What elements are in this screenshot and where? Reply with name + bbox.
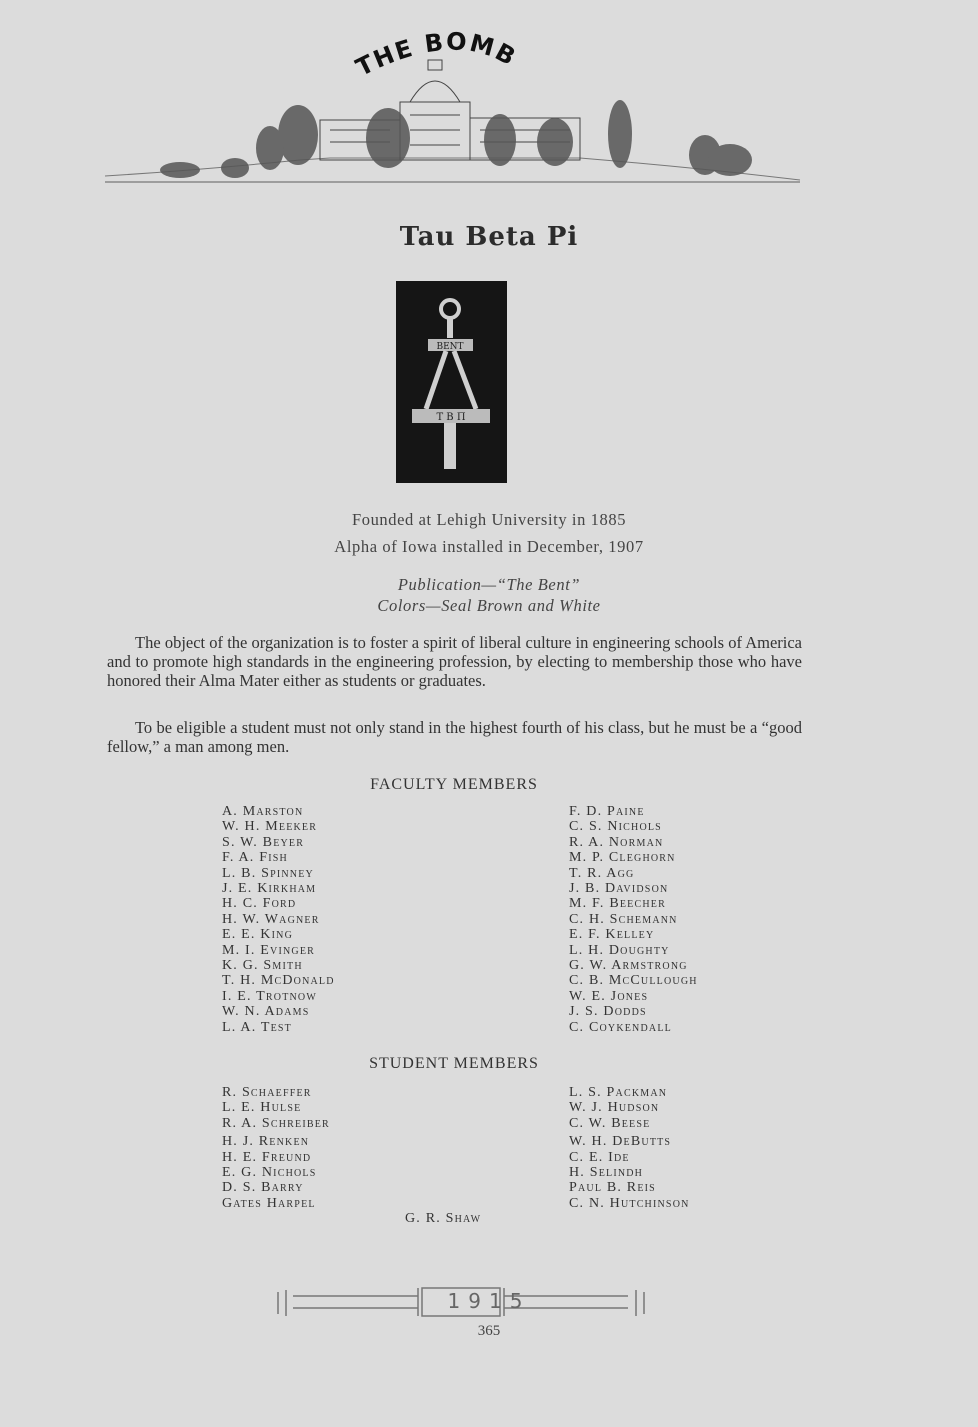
student-member: E. G. Nichols (222, 1165, 317, 1181)
student-member: L. E. Hulse (222, 1100, 302, 1116)
footer-year: 1915 (447, 1289, 531, 1313)
faculty-member: H. W. Wagner (222, 911, 320, 927)
faculty-member: J. B. Davidson (569, 881, 669, 897)
student-heading: STUDENT MEMBERS (369, 1055, 539, 1072)
page-number: 365 (477, 1323, 501, 1339)
faculty-member: H. C. Ford (222, 896, 297, 912)
student-member: H. Selindh (569, 1165, 644, 1181)
faculty-member: J. S. Dodds (569, 1004, 647, 1020)
faculty-member: F. A. Fish (222, 850, 288, 866)
faculty-member: L. A. Test (222, 1019, 292, 1035)
installed-line: Alpha of Iowa installed in December, 1907 (334, 537, 644, 556)
faculty-member: C. S. Nichols (569, 819, 662, 835)
faculty-member: L. B. Spinney (222, 865, 314, 881)
object-paragraph: The object of the organization is to foster a spirit of liberal culture in engineering schools of America and to promote high standards in the engineering profession, by electing to membership those who have honored their Alma Mater either as students or graduates. (107, 633, 802, 690)
faculty-member: M. P. Cleghorn (569, 850, 676, 866)
student-member: R. Schaeffer (222, 1085, 312, 1100)
faculty-member: W. H. Meeker (222, 819, 318, 835)
faculty-member: I. E. Trotnow (222, 988, 317, 1004)
faculty-member: C. B. McCullough (569, 973, 698, 989)
faculty-member: M. F. Beecher (569, 896, 666, 912)
faculty-member: W. N. Adams (222, 1004, 310, 1020)
fraternity-emblem (396, 281, 507, 483)
student-member: Paul B. Reis (569, 1180, 656, 1196)
student-member-center: G. R. Shaw (405, 1211, 482, 1226)
faculty-member: M. I. Evinger (222, 942, 316, 958)
emblem-bottom-bar-text: T B Π (436, 412, 466, 423)
student-member: W. J. Hudson (569, 1100, 660, 1116)
student-member: L. S. Packman (569, 1085, 668, 1100)
student-member: C. N. Hutchinson (569, 1195, 690, 1211)
faculty-list-left (222, 804, 335, 1035)
student-member: D. S. Barry (222, 1180, 304, 1196)
banner-title: THE BOMB (351, 30, 522, 82)
faculty-member: C. Coykendall (569, 1019, 672, 1035)
student-member: H. J. Renken (222, 1134, 310, 1150)
faculty-member: W. E. Jones (569, 988, 649, 1004)
student-member: R. A. Schreiber (222, 1115, 330, 1131)
faculty-member: F. D. Paine (569, 804, 645, 819)
student-member: C. W. Beese (569, 1115, 651, 1131)
emblem-top-bar-text: ΒΕΝΤ (436, 342, 464, 352)
header-banner-illustration (100, 30, 810, 195)
student-list-left (222, 1085, 330, 1211)
faculty-member: J. E. Kirkham (222, 881, 317, 897)
student-member: C. E. Ide (569, 1149, 630, 1165)
student-member: Gates Harpel (222, 1195, 316, 1211)
student-member: H. E. Freund (222, 1149, 312, 1165)
faculty-heading: FACULTY MEMBERS (370, 776, 538, 793)
publication-line: Publication—“The Bent” (397, 575, 581, 594)
faculty-member: A. Marston (222, 804, 304, 819)
eligibility-paragraph: To be eligible a student must not only stand in the highest fourth of his class, but he must be a “good fellow,” a man among men. (107, 718, 802, 756)
svg-text:THE BOMB (352, 30, 522, 82)
faculty-member: L. H. Doughty (569, 942, 670, 958)
faculty-member: T. R. Agg (569, 865, 635, 881)
organization-title: Tau Beta Pi (399, 222, 579, 252)
faculty-member: S. W. Beyer (222, 834, 305, 850)
faculty-member: T. H. McDonald (222, 973, 335, 989)
faculty-member: R. A. Norman (569, 834, 664, 850)
colors-line: Colors—Seal Brown and White (377, 596, 601, 615)
founded-line: Founded at Lehigh University in 1885 (351, 510, 627, 529)
student-list-right (569, 1085, 690, 1211)
faculty-member: G. W. Armstrong (569, 958, 688, 974)
faculty-member: K. G. Smith (222, 958, 303, 974)
faculty-list-right (569, 804, 698, 1035)
student-member: W. H. DeButts (569, 1134, 672, 1150)
faculty-member: E. F. Kelley (569, 927, 655, 943)
faculty-member: E. E. King (222, 927, 293, 943)
faculty-member: C. H. Schemann (569, 911, 678, 927)
